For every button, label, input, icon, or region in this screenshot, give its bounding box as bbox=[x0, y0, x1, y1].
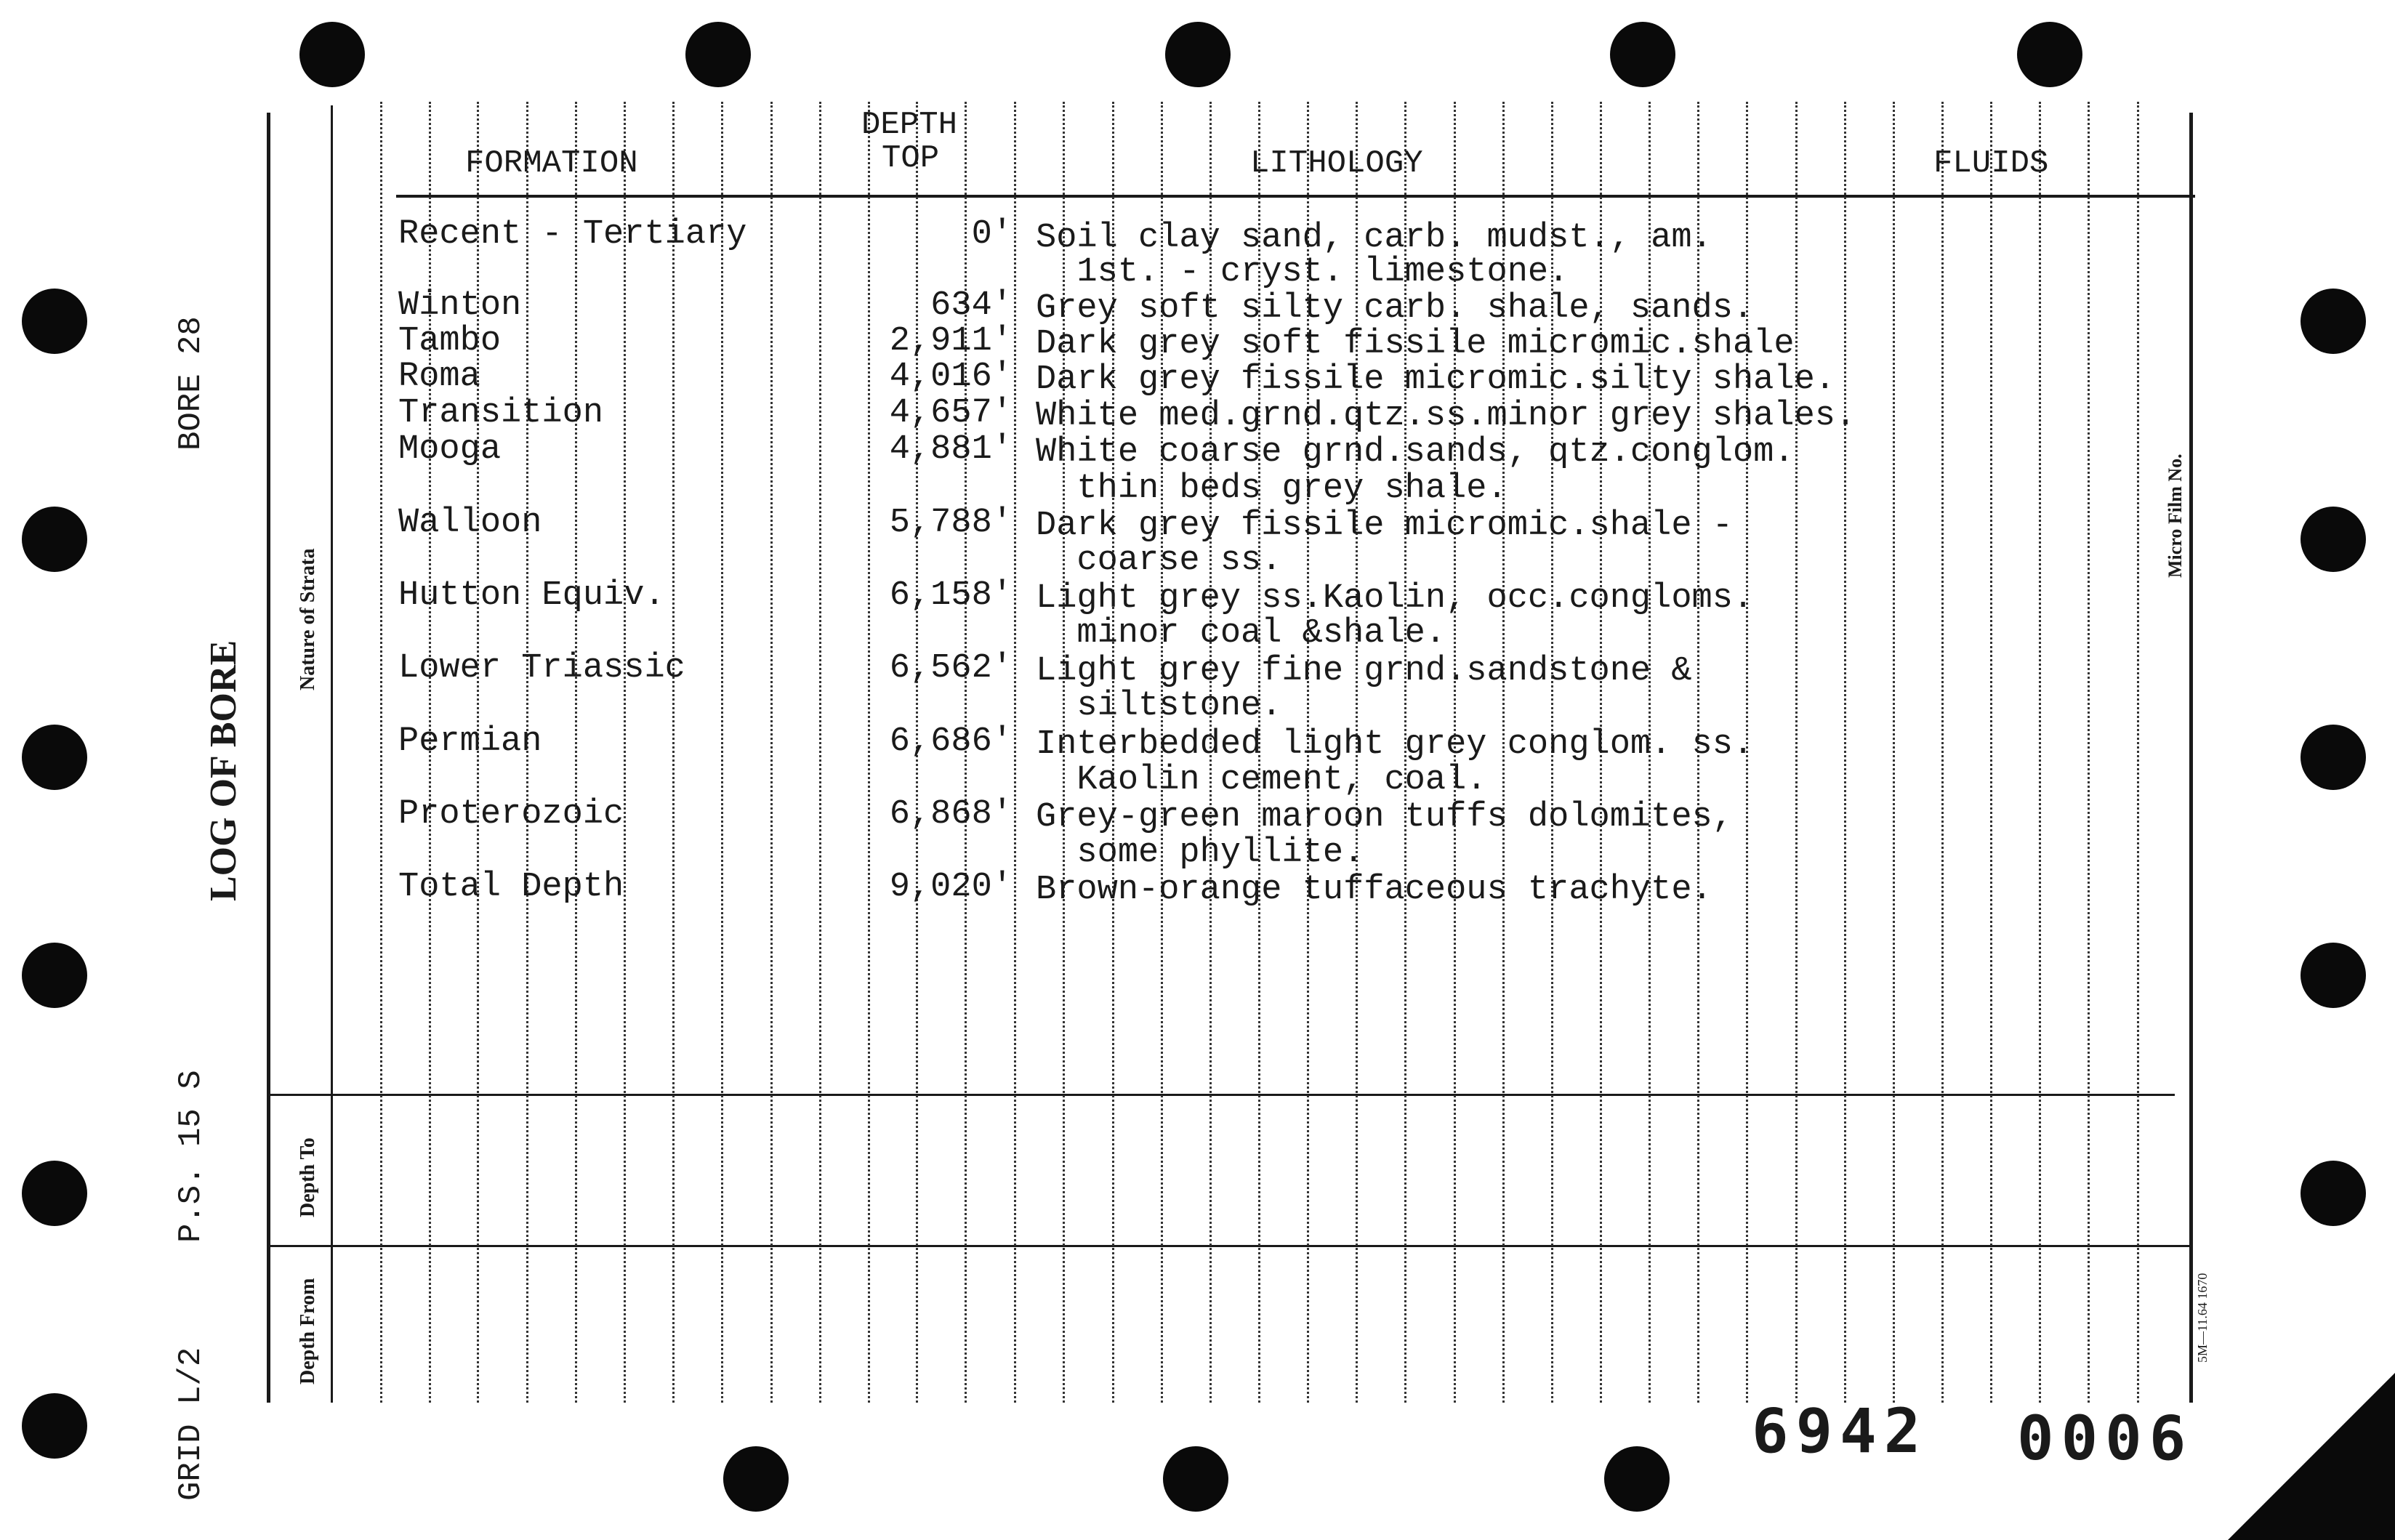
punch-hole bbox=[2017, 22, 2082, 87]
grid-line bbox=[2039, 102, 2041, 1403]
punch-hole bbox=[2301, 725, 2366, 790]
grid-line bbox=[1990, 102, 1992, 1403]
punch-hole bbox=[22, 507, 87, 572]
lithology-cell: White med.grnd.qtz.ss.minor grey shales. bbox=[1036, 397, 1856, 435]
depth-cell: 2,911' bbox=[889, 322, 1013, 360]
grid-line bbox=[1014, 102, 1016, 1403]
grid-line bbox=[1795, 102, 1798, 1403]
card-left-border bbox=[267, 113, 270, 1403]
punch-hole bbox=[2301, 289, 2366, 354]
card-right-border bbox=[2189, 113, 2193, 1403]
formation-cell: Roma bbox=[398, 358, 480, 396]
lithology-cell: thin beds grey shale. bbox=[1036, 469, 1508, 508]
grid-line bbox=[1893, 102, 1895, 1403]
lithology-cell: Soil clay sand, carb. mudst., am. bbox=[1036, 219, 1712, 257]
grid-line bbox=[624, 102, 626, 1403]
formation-cell: Recent - Tertiary bbox=[398, 215, 747, 254]
punch-hole bbox=[1165, 22, 1231, 87]
depth-cell: 6,868' bbox=[889, 795, 1013, 834]
lithology-cell: Brown-orange tuffaceous trachyte. bbox=[1036, 871, 1712, 909]
depth-cell: 4,657' bbox=[889, 394, 1013, 432]
punch-hole bbox=[1610, 22, 1675, 87]
lithology-cell: Dark grey fissile micromic.shale - bbox=[1036, 507, 1733, 545]
depth-cell: 6,158' bbox=[889, 576, 1013, 615]
formation-cell: Total Depth bbox=[398, 868, 624, 906]
depth-to-label: Depth To bbox=[297, 1137, 319, 1217]
lithology-cell: Dark grey soft fissile micromic.shale bbox=[1036, 325, 1795, 363]
grid-line bbox=[672, 102, 675, 1403]
formation-cell: Winton bbox=[398, 286, 522, 325]
depth-cell: 4,881' bbox=[889, 430, 1013, 469]
card-corner-cut bbox=[2228, 1373, 2395, 1540]
lithology-cell: Dark grey fissile micromic.silty shale. bbox=[1036, 360, 1835, 399]
punch-hole bbox=[22, 1393, 87, 1459]
lithology-cell: Grey-green maroon tuffs dolomites, bbox=[1036, 798, 1733, 836]
depth-cell: 5,788' bbox=[889, 504, 1013, 542]
grid-label: GRID L/2 bbox=[173, 1347, 209, 1501]
form-code-label: 5M—11.64 1670 bbox=[2195, 1273, 2210, 1363]
fluids-header: FLUIDS bbox=[1933, 145, 2049, 182]
lithology-cell: Interbedded light grey conglom. ss. bbox=[1036, 725, 1754, 764]
log-of-bore-title: LOG OF BORE bbox=[203, 640, 244, 901]
punch-hole bbox=[723, 1446, 789, 1512]
formation-cell: Mooga bbox=[398, 430, 502, 469]
grid-line bbox=[819, 102, 821, 1403]
ps-label: P.S. 15 S bbox=[173, 1070, 209, 1243]
grid-line bbox=[575, 102, 577, 1403]
micro-film-label: Micro Film No. bbox=[2165, 453, 2186, 578]
depth-to-rule bbox=[267, 1094, 2175, 1096]
depth-cell: 0' bbox=[971, 215, 1013, 254]
lithology-cell: siltstone. bbox=[1036, 687, 1282, 725]
formation-cell: Lower Triassic bbox=[398, 649, 685, 688]
grid-line bbox=[2137, 102, 2139, 1403]
lithology-header: LITHOLOGY bbox=[1250, 145, 1423, 182]
punch-hole bbox=[2301, 943, 2366, 1008]
grid-line bbox=[2088, 102, 2090, 1403]
lithology-cell: 1st. - cryst. limestone. bbox=[1036, 253, 1569, 291]
lithology-cell: Kaolin cement, coal. bbox=[1036, 761, 1487, 799]
punch-hole bbox=[1163, 1446, 1228, 1512]
punch-hole bbox=[1604, 1446, 1670, 1512]
grid-line bbox=[1941, 102, 1944, 1403]
depth-cell: 6,686' bbox=[889, 722, 1013, 761]
punch-hole bbox=[22, 725, 87, 790]
depth-from-rule bbox=[267, 1245, 2189, 1247]
grid-line bbox=[721, 102, 723, 1403]
lithology-cell: Light grey ss.Kaolin, occ.congloms. bbox=[1036, 579, 1754, 618]
formation-cell: Proterozoic bbox=[398, 795, 624, 834]
punch-hole bbox=[685, 22, 751, 87]
lithology-cell: some phyllite. bbox=[1036, 834, 1364, 872]
top-header: TOP bbox=[882, 140, 940, 177]
depth-cell: 9,020' bbox=[889, 868, 1013, 906]
punch-hole bbox=[2301, 507, 2366, 572]
depth-cell: 634' bbox=[930, 286, 1013, 325]
depth-header: DEPTH bbox=[861, 107, 958, 143]
depth-cell: 4,016' bbox=[889, 358, 1013, 396]
punch-hole bbox=[22, 943, 87, 1008]
depth-from-label: Depth From bbox=[297, 1278, 319, 1384]
punch-hole bbox=[2301, 1161, 2366, 1226]
lithology-cell: Light grey fine grnd.sandstone & bbox=[1036, 652, 1692, 690]
punch-hole bbox=[22, 1161, 87, 1226]
grid-line bbox=[380, 102, 382, 1403]
lithology-cell: coarse ss. bbox=[1036, 541, 1282, 580]
depth-cell: 6,562' bbox=[889, 649, 1013, 688]
punch-hole bbox=[299, 22, 365, 87]
formation-cell: Permian bbox=[398, 722, 542, 761]
lithology-cell: Grey soft silty carb. shale, sands. bbox=[1036, 289, 1754, 328]
lithology-cell: White coarse grnd.sands, qtz.conglom. bbox=[1036, 433, 1795, 472]
bore-label: BORE 28 bbox=[173, 316, 209, 451]
formation-header: FORMATION bbox=[465, 145, 638, 182]
formation-cell: Walloon bbox=[398, 504, 542, 542]
header-rule bbox=[396, 195, 2195, 198]
punch-hole bbox=[22, 289, 87, 354]
grid-line bbox=[770, 102, 773, 1403]
strata-column-border bbox=[331, 105, 333, 1403]
film-number: 6942 bbox=[1752, 1395, 1928, 1467]
formation-cell: Tambo bbox=[398, 322, 502, 360]
formation-cell: Transition bbox=[398, 394, 604, 432]
frame-number: 0006 bbox=[2017, 1403, 2194, 1474]
nature-of-strata-label: Nature of Strata bbox=[297, 548, 319, 690]
lithology-cell: minor coal &shale. bbox=[1036, 614, 1446, 653]
formation-cell: Hutton Equiv. bbox=[398, 576, 665, 615]
grid-line bbox=[1844, 102, 1846, 1403]
